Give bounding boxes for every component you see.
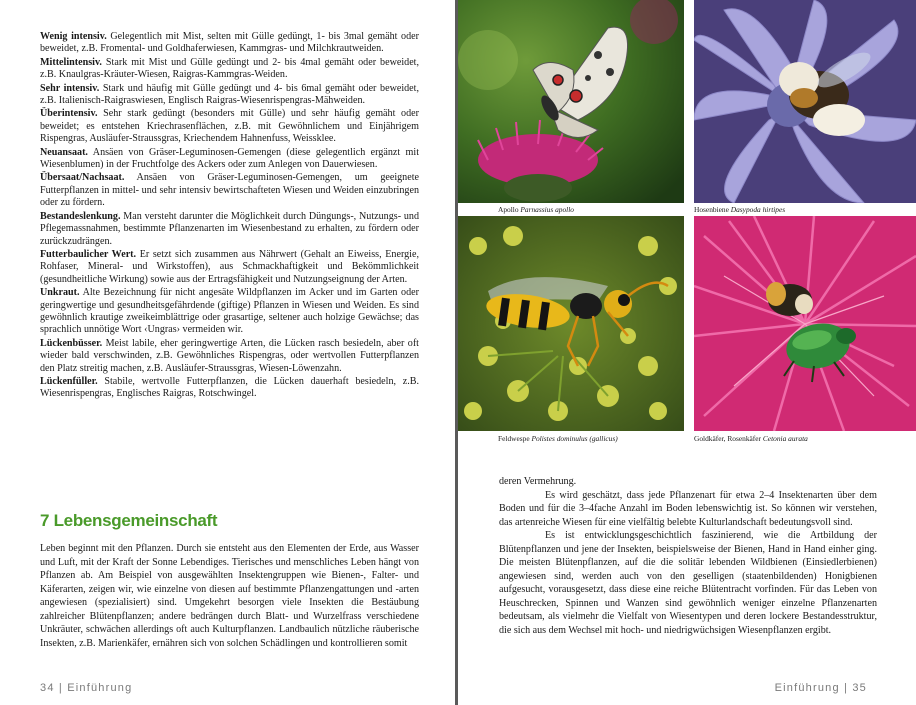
body-paragraph: deren Vermehrung. <box>499 476 577 487</box>
definition-term: Lückenfüller. <box>40 375 98 387</box>
caption-goldkaefer <box>694 434 808 443</box>
page-number-left: 34 | Einführung <box>40 682 133 694</box>
caption-latin-name: Dasypoda hirtipes <box>730 205 786 214</box>
definition-item <box>40 287 419 337</box>
definition-text: Stabile, wertvolle Futterpflanzen, die Lücken dauerhaft besiedeln, z.B. Wiesenrispengras, Englisches Raigras, Rotschwingel. <box>40 375 419 400</box>
definition-term: Mittelintensiv. <box>40 56 102 68</box>
body-paragraph: Leben beginnt mit den Pflanzen. Durch sie entsteht aus den Elementen der Erde, aus Wasser und Luft, mit der Kraft der Sonne Lebendiges. Tierisches und menschliches Leben hängt von Pflanzen ab. Am Beispiel von ausgewählten Insektengruppen wie Bienen-, Falter- und Käferarten, zeigen wir, wie einzelne von diesen auf bestimmte Pflanzengattungen und -arten angewiesen (spezialisiert) sind. Umgekehrt besorgen viele Insekten die Bestäubung zahlreicher Blütenpflanzen; andere bedrängen durch Blatt- und Wurzelfrass verschiedene Unkräuter, schwächen allerdings oft auch Kulturpflanzen. Landbaulich nützliche räuberische Insekten, z.B. Marienkäfer, ernähren sich von solchen Schädlingen und kontrollieren somit <box>40 543 419 649</box>
caption-latin-name: Cetonia aurata <box>762 434 808 443</box>
definition-item <box>40 376 419 401</box>
right-page <box>458 0 916 705</box>
definition-text: Gelegentlich mit Mist, selten mit Gülle gedüngt, 1- bis 3mal gemäht oder beweidet, z.B. Fromental- und Goldhaferwiesen, Kammgras- und Milchkrautweiden. <box>40 31 419 55</box>
caption-common-name: Apollo <box>498 205 519 214</box>
definition-term: Wenig intensiv. <box>40 31 107 42</box>
right-body-text <box>499 475 877 637</box>
definition-item <box>40 31 419 56</box>
caption-common-name: Goldkäfer, Rosenkäfer <box>694 434 762 443</box>
definition-text: Meist labile, eher geringwertige Arten, die Lücken rasch besiedeln, aber oft wieder bald verschwinden, z.B. Gewöhnliches Rispengras, oder wertvollen Futterpflanzen den Platz streitig machen, z.B. Ausläufer-Straussgras, Wiesen-Löwenzahn. <box>40 337 419 374</box>
caption-apollo <box>498 205 574 214</box>
caption-latin-name: Polistes dominulus (gallicus) <box>531 434 618 443</box>
caption-common-name: Feldwespe <box>498 434 530 443</box>
body-paragraph: Es ist entwicklungsgeschichtlich faszinierend, wie die Artbildung der Blütenpflanzen und jene der Insekten, beispielsweise der Bienen, Hand in Hand einher ging. Die meisten Blütenpflanzen, auf die die solitär lebenden Wildbienen (Einsiedlerbienen) angewiesen sind, werden auch von den geselligen (staatenbildenden) Honigbienen aufgesucht, vorausgesetzt, dass diese eine reiche Blütentracht vorfinden. Für das Leben von Heuschrecken, Spinnen und Wanzen sind gewöhnlich weniger einzelne Pflanzenarten bedeutsam, als vielmehr die Vielfalt von Wiesentypen und deren lockere Bestandesstruktur, die sich aus dem Wechsel mit hoch- und niedrigwüchsigen Wiesenpflanzen ergibt. <box>499 530 877 636</box>
definition-term: Futterbaulicher Wert. <box>40 248 137 260</box>
definition-term: Bestandeslenkung. <box>40 210 121 222</box>
definition-text: Sehr stark gedüngt (besonders mit Gülle) und sehr häufig gemäht oder beweidet; es entstehen Kriechrasenflächen, z.B. mit Gewöhnlichem und Einjährigem Rispengras, Ausläufer-Straussgras, Kriechendem Hahnenfuss, Weissklee. <box>40 108 419 145</box>
definition-term: Neuansaat. <box>40 146 88 158</box>
definition-text: Alte Bezeichnung für nicht angesäte Wildpflanzen im Acker und im Garten oder geringwertige und gesundheitsgefährdende (giftige) Pflanzen in Wiesen und Weiden. Es sind gewöhnlich krautige zweikeimblättrige oder grasartige, seltener auch holzige Gewächse; das sprachlich unnötige Wort ‹Ungras› vermeiden wir. <box>40 287 419 336</box>
definition-text: Ansäen von Gräser-Leguminosen-Gemengen (diese gelegentlich ergänzt mit Wiesenblumen) in der Fruchtfolge des Ackers oder zum Anlegen von Dauerwiesen. <box>40 146 419 171</box>
definition-term: Überintensiv. <box>40 108 98 120</box>
definition-text: Stark mit Mist und Gülle gedüngt und 2- bis 4mal gemäht oder beweidet, z.B. Knaulgras-Kräuter-Wiesen, Raigras-Kammgras-Weiden. <box>40 56 419 81</box>
section-body <box>40 542 419 650</box>
definition-list <box>40 31 419 402</box>
left-page <box>0 0 456 705</box>
definition-item <box>40 211 419 248</box>
caption-latin-name: Parnassius apollo <box>520 205 574 214</box>
definition-term: Sehr intensiv. <box>40 82 100 94</box>
photo-hosenbiene <box>694 0 916 203</box>
body-paragraph: Es wird geschätzt, dass jede Pflanzenart für etwa 2–4 Insektenarten über dem Boden und für die 3–4fache Anzahl im Boden lebenswichtig ist. So können wir verstehen, das artenreiche Wiesen für eine vielfältig belebte Kulturlandschaft bedeutungsvoll sind. <box>499 489 877 528</box>
definition-text: Man versteht darunter die Möglichkeit durch Düngungs-, Nutzungs- und Pflegemassnahmen, bestimmte Pflanzenarten im Wiesenbestand zu erhalten, zu fördern oder zurückzudrängen. <box>40 210 419 247</box>
photo-apollo-butterfly <box>458 0 684 203</box>
page-number-right: Einführung | 35 <box>774 682 867 694</box>
definition-item <box>40 338 419 375</box>
caption-hosenbiene <box>694 205 785 214</box>
definition-term: Lückenbüsser. <box>40 337 103 349</box>
definition-item <box>40 249 419 286</box>
definition-item <box>40 147 419 172</box>
definition-item <box>40 172 419 209</box>
definition-text: Stark und häufig mit Gülle gedüngt und 4- bis 6mal gemäht oder beweidet, z.B. Italienisch-Raigraswiesen, Englisch Raigras-Wiesenrispengras-Mähweiden. <box>40 82 419 107</box>
definition-text: Ansäen von Gräser-Leguminosen-Gemengen, um geeignete Futterpflanzen in mittel- und sehr intensiv bewirtschafteten Wiesen und Weiden einzubringen oder zu fördern. <box>40 172 419 209</box>
caption-feldwespe <box>498 434 618 443</box>
definition-item <box>40 83 419 108</box>
section-heading: 7 Lebensgemeinschaft <box>40 511 218 530</box>
definition-term: Unkraut. <box>40 287 80 299</box>
definition-item <box>40 57 419 82</box>
photo-goldkaefer <box>694 216 916 431</box>
definition-text: Er setzt sich zusammen aus Nährwert (Gehalt an Eiweiss, Energie, Rohfaser, Mineral- und Wirkstoffen), aus Schmackhaftigkeit und Bekömmlichkeit (gesundheitliche Wirkung) sowie aus der Ertragsfähigkeit und Nutzungseignung der Arten. <box>40 248 419 285</box>
photo-feldwespe <box>458 216 684 431</box>
definition-item <box>40 108 419 145</box>
caption-common-name: Hosenbiene <box>694 205 729 214</box>
definition-term: Übersaat/Nachsaat. <box>40 172 125 184</box>
